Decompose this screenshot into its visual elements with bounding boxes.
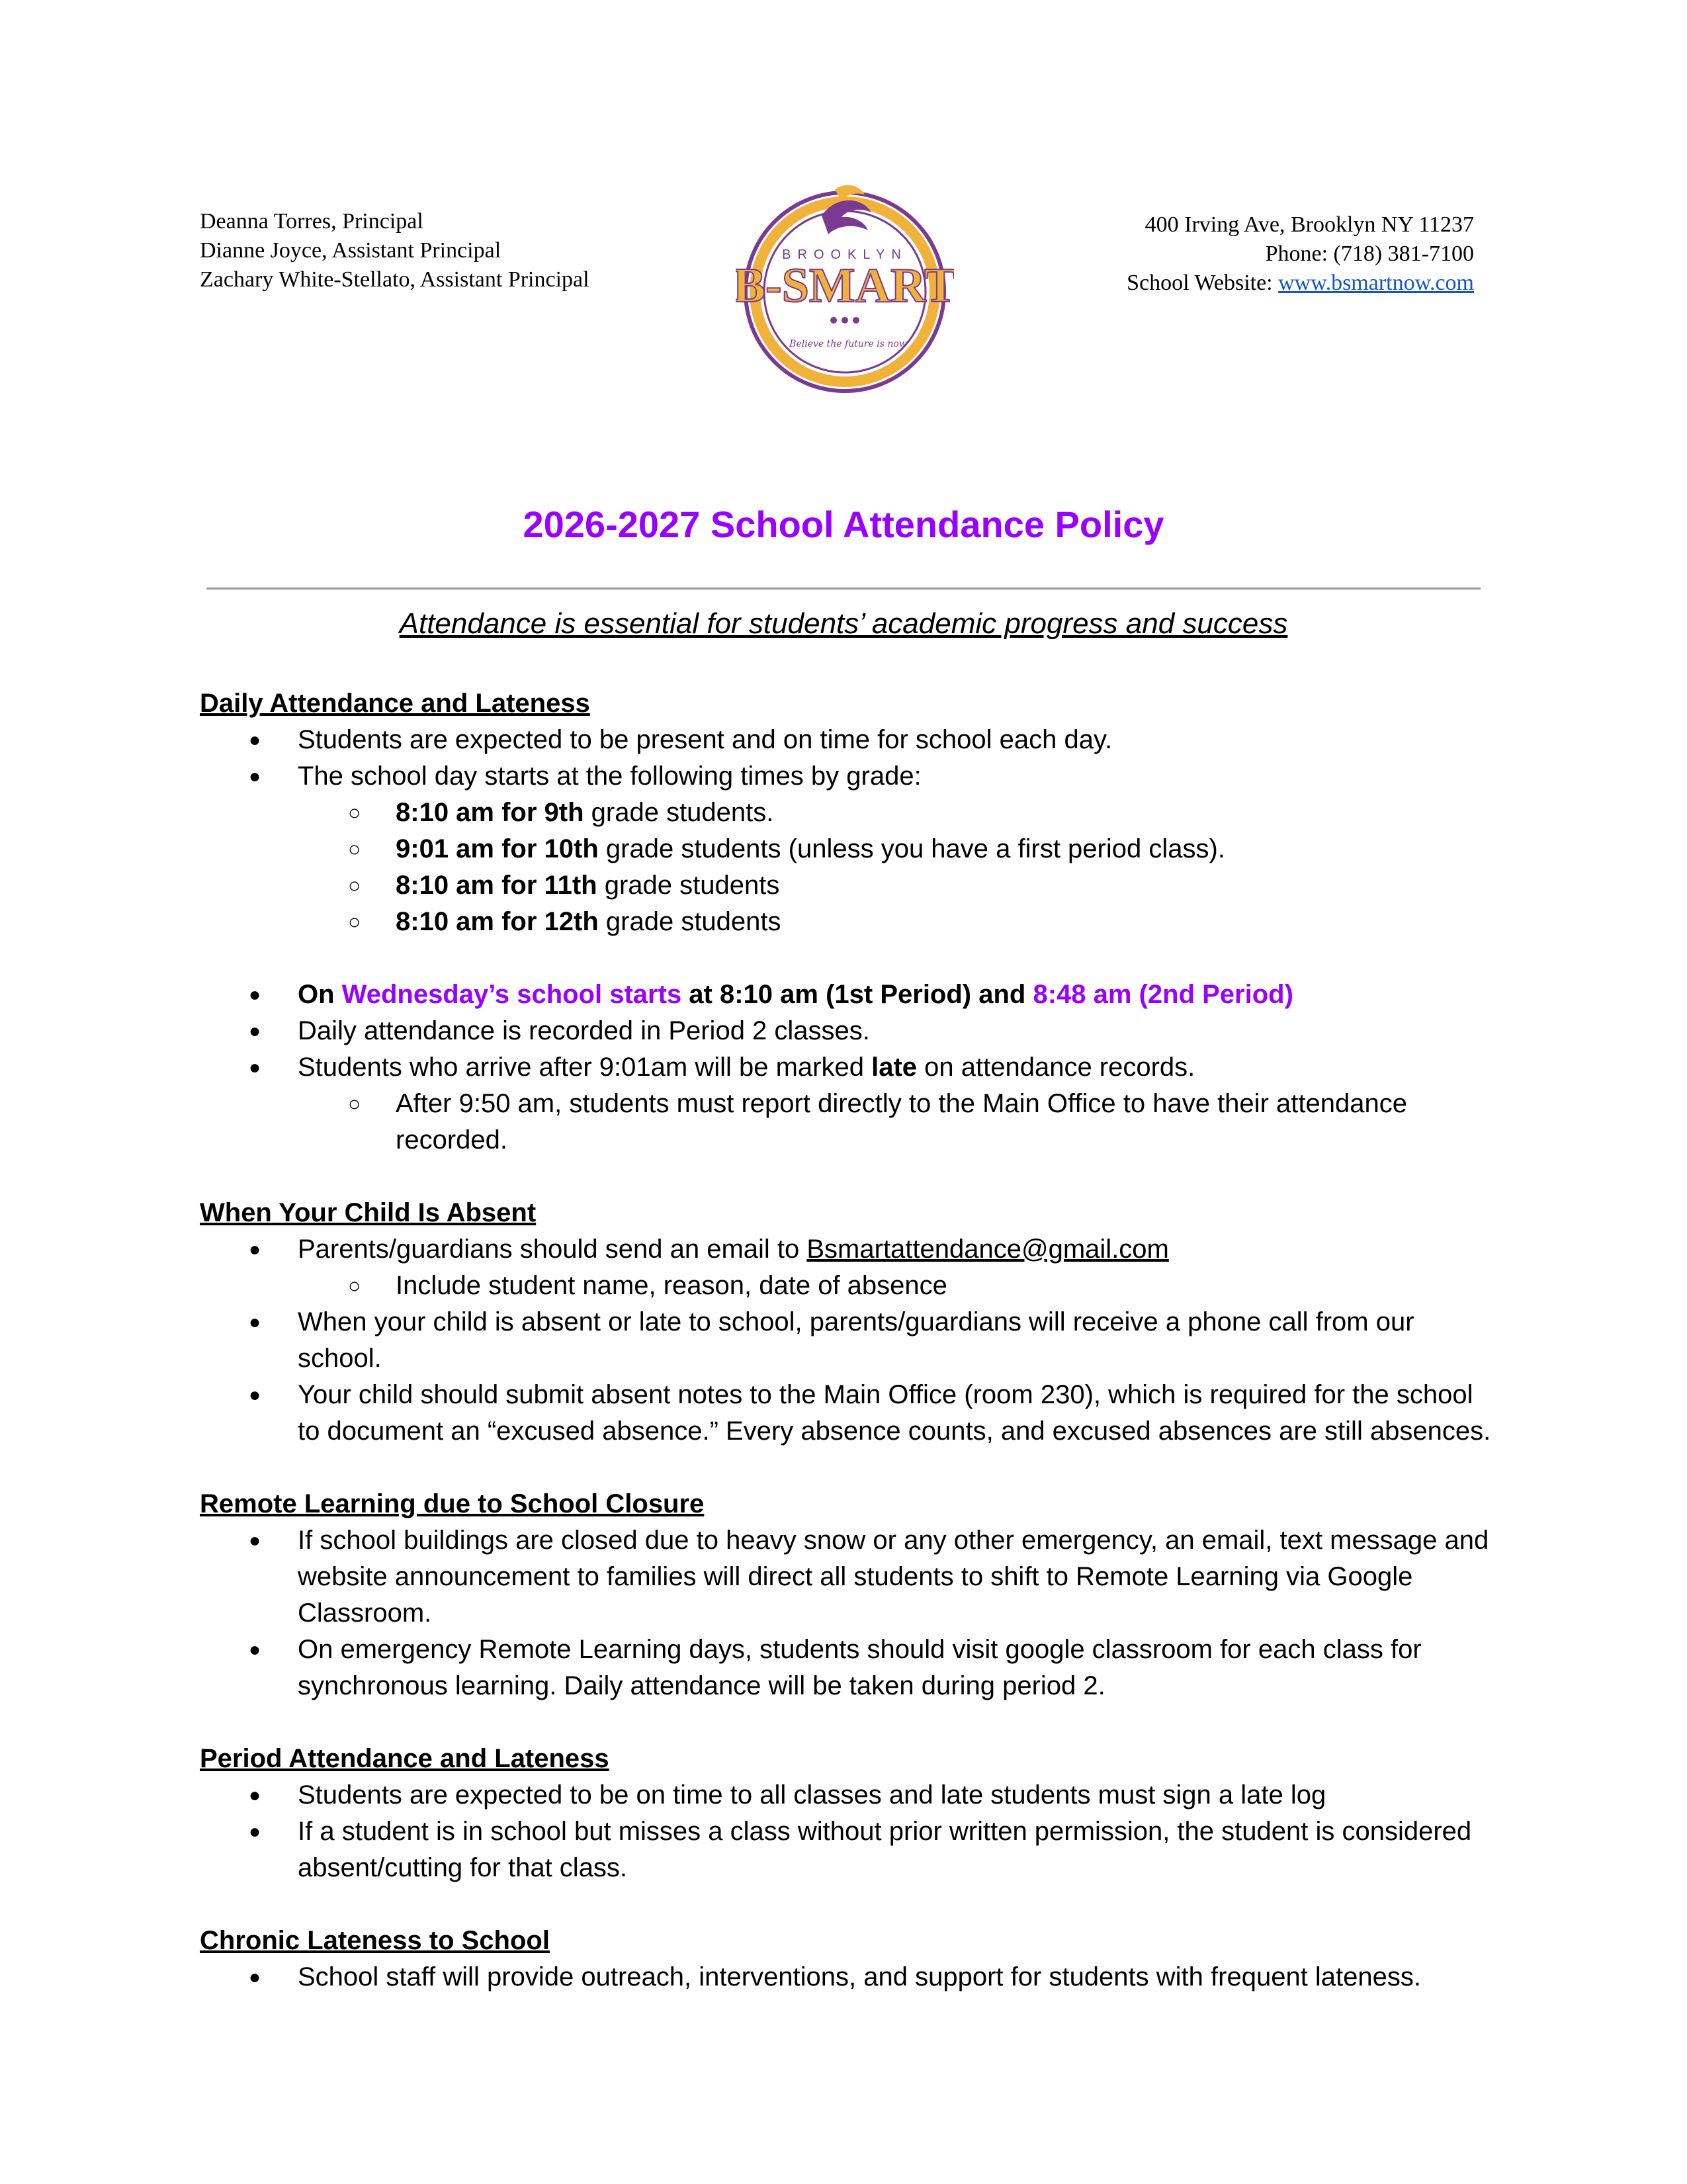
absent-list [200,1231,1496,1450]
email-sublist [298,1268,1496,1304]
website-line [1127,269,1474,298]
phone-line: Phone: (718) 381-7100 [1265,241,1474,266]
school-logo [736,176,954,394]
late-bold: late [871,1053,918,1082]
section-heading-period: Period Attendance and Lateness [200,1744,609,1773]
wednesday-highlight-1: Wednesday’s school starts [341,980,682,1009]
daily-list-continued [200,977,1496,1158]
document-body [200,685,1496,1995]
late-text-post: on attendance records. [917,1053,1195,1082]
spacer [200,1886,1496,1923]
spacer [200,1158,1496,1195]
grade-time-item [298,904,1496,940]
website-label: School Website: [1127,271,1279,295]
page-title: 2026-2027 School Attendance Policy [523,503,1164,545]
grade-time-item [298,867,1496,904]
list-item: ● If school buildings are closed due to heavy snow or any other emergency, an email, text message and website announcement to families will direct all students to shift to Remote Learning via Google Classroom. [200,1522,1496,1632]
list-item: ● If a student is in school but misses a class without prior written permission, the student is considered absent/cutting for that class. [200,1813,1496,1886]
spacer [200,940,1496,977]
logo-top-text: BROOKLYN [782,247,908,262]
wednesday-on: On [298,980,342,1009]
list-item: ● On emergency Remote Learning days, students should visit google classroom for each class for synchronous learning. Daily attendance will be taken during period 2. [200,1632,1496,1704]
wednesday-item [200,977,1496,1013]
section-heading-absent: When Your Child Is Absent [200,1198,537,1227]
grade-times-list [298,795,1496,940]
list-item: ● Your child should submit absent notes to the Main Office (room 230), which is required for the school to document an “excused absence.” Every absence counts, and excused absences are still absences. [200,1377,1496,1450]
spacer [200,1704,1496,1741]
grade-time-bold: 8:10 am for 9th [396,798,584,827]
sub-list-item: ○ After 9:50 am, students must report directly to the Main Office to have their attendance recorded. [298,1086,1496,1158]
list-item: ● Students are expected to be present and on time for school each day. [200,722,1496,758]
grade-time-item [298,831,1496,867]
list-item: ● School staff will provide outreach, interventions, and support for students with frequent lateness. [200,1959,1496,1995]
grade-time-text: grade students [598,907,781,936]
staff-assistant-principal-1: Dianne Joyce, Assistant Principal [200,238,501,263]
chronic-list [200,1959,1496,1995]
attendance-email-link[interactable]: Bsmartattendance@gmail.com [806,1235,1169,1264]
list-item [200,758,1496,940]
late-text-pre: Students who arrive after 9:01am will be marked [298,1053,872,1082]
grade-time-text: grade students. [584,798,774,827]
list-item [200,1231,1496,1304]
remote-list [200,1522,1496,1704]
grade-time-item [298,795,1496,831]
late-sublist [298,1086,1496,1158]
section-heading-daily: Daily Attendance and Lateness [200,689,590,718]
period-list [200,1777,1496,1886]
list-item: ● Students are expected to be on time to all classes and late students must sign a late log [200,1777,1496,1813]
grade-time-bold: 9:01 am for 10th [396,834,599,863]
website-link[interactable]: www.bsmartnow.com [1278,271,1474,295]
logo-script-text: Believe the future is now [789,339,907,349]
logo-main-text: B-SMART [736,259,954,313]
page-subtitle: Attendance is essential for students’ academic progress and success [399,607,1288,640]
grade-time-bold: 8:10 am for 11th [396,871,597,900]
email-instruction: Parents/guardians should send an email to [298,1235,807,1264]
address-line: 400 Irving Ave, Brooklyn NY 11237 [1145,212,1474,237]
school-contact [1127,210,1474,298]
wednesday-highlight-2: 8:48 am (2nd Period) [1033,980,1293,1009]
list-item: ● When your child is absent or late to school, parents/guardians will receive a phone call from our school. [200,1304,1496,1377]
grade-time-text: grade students (unless you have a first period class). [598,834,1225,863]
daily-list [200,722,1496,940]
grade-time-text: grade students [597,871,780,900]
grade-time-bold: 8:10 am for 12th [396,907,599,936]
spacer [200,1450,1496,1486]
list-item-text: The school day starts at the following times by grade: [298,762,922,791]
list-item: ● Daily attendance is recorded in Period 2 classes. [200,1013,1496,1049]
wednesday-mid: at 8:10 am (1st Period) and [681,980,1033,1009]
sub-list-item: ○ Include student name, reason, date of absence [298,1268,1496,1304]
staff-assistant-principal-2: Zachary White-Stellato, Assistant Principal [200,267,589,292]
staff-list [200,207,589,294]
section-heading-chronic: Chronic Lateness to School [200,1926,550,1955]
horizontal-rule [206,588,1481,590]
staff-principal: Deanna Torres, Principal [200,209,423,234]
list-item [200,1049,1496,1158]
section-heading-remote: Remote Learning due to School Closure [200,1489,705,1518]
